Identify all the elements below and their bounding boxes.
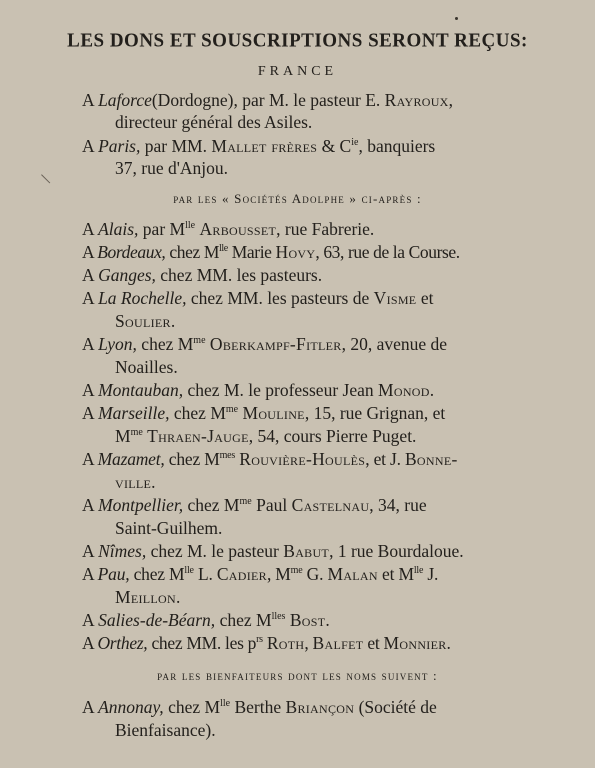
- country-heading: FRANCE: [257, 64, 338, 79]
- pencil-mark: [41, 169, 56, 184]
- section-heading-bienfaiteurs: par les bienfaiteurs dont les noms suivent :: [157, 668, 438, 683]
- section-heading-societes: par les « Sociétés Adolphe » ci-après :: [173, 191, 422, 206]
- entry-line: A Lyon, chez $M^{me}$ Oberkampf-Fitler, 20, avenue de: [82, 334, 448, 354]
- person-name: Hovy: [275, 242, 316, 262]
- entry-continuation: Noailles.: [115, 357, 178, 377]
- entry-continuation: Saint-Guilhem.: [115, 518, 223, 538]
- person-name: Monod: [378, 380, 430, 400]
- city-name: Bordeaux,: [97, 242, 166, 262]
- city-name: Nîmes,: [98, 541, 147, 561]
- entry-continuation: 37, rue d'Anjou.: [115, 158, 228, 178]
- entry-line: A Pau, chez $M^{lle}$ L. Cadier, $M^{me}$ G. Malan et $M^{lle}$ J.: [82, 564, 439, 584]
- person-name: Mallet frères: [211, 136, 318, 156]
- ink-speck: [455, 17, 458, 20]
- entry-line: A Bordeaux, chez $M^{lle}$ Marie Hovy, 63, rue de la Course.: [82, 242, 460, 262]
- entry-continuation: Soulier.: [115, 311, 176, 331]
- city-name: Montauban,: [98, 380, 184, 400]
- city-name: Paris,: [98, 136, 141, 156]
- city-name: Orthez,: [97, 633, 148, 653]
- person-name: Castelnau: [291, 495, 370, 515]
- entry-continuation: Bienfaisance).: [115, 720, 216, 740]
- entry-line: A Ganges, chez MM. les pasteurs.: [82, 265, 323, 285]
- city-name: Laforce: [98, 90, 152, 110]
- city-name: La Rochelle,: [98, 288, 187, 308]
- person-name: Mouline: [242, 403, 305, 423]
- entry-continuation: ville.: [115, 472, 156, 492]
- city-name: Mazamet,: [97, 449, 165, 469]
- city-name: Alais,: [98, 219, 139, 239]
- entry-line: A Marseille, chez $M^{me}$ Mouline, 15, rue Grignan, et: [82, 403, 446, 423]
- city-name: Annonay,: [98, 697, 164, 717]
- person-name: Roth: [266, 633, 305, 653]
- person-name: Oberkampf-Fitler: [209, 334, 342, 354]
- person-name: Bonne-: [404, 449, 458, 469]
- entry-line: A Montauban, chez M. le professeur Jean Monod.: [82, 380, 435, 400]
- entry-continuation: Meillon.: [115, 587, 181, 607]
- city-name: Ganges,: [98, 265, 156, 285]
- entry-line: A La Rochelle, chez MM. les pasteurs de Visme et: [82, 288, 434, 308]
- person-name: Balfet: [312, 633, 364, 653]
- entry-line: A Paris, par MM. Mallet frères & $C^{ie}$, banquiers: [82, 136, 436, 156]
- entry-line: A Alais, par $M^{lle}$ Arbousset, rue Fabrerie.: [82, 219, 375, 239]
- person-name: Monnier: [383, 633, 447, 653]
- entry-continuation: $M^{me}$ Thraen-Jauge, 54, cours Pierre Puget.: [115, 426, 417, 446]
- entry-continuation: directeur général des Asiles.: [115, 112, 313, 132]
- person-name: Bost: [289, 610, 326, 630]
- person-name: Rouvière-Houlès: [239, 449, 366, 469]
- person-name: Thraen-Jauge: [147, 426, 249, 446]
- entry-line: A Mazamet, chez $M^{mes}$ Rouvière-Houlès, et J. Bonne-: [82, 449, 458, 469]
- person-name: Cadier: [216, 564, 267, 584]
- person-name: Visme: [373, 288, 417, 308]
- entry-line: A Nîmes, chez M. le pasteur Babut, 1 rue Bourdaloue.: [82, 541, 464, 561]
- person-name: Babut: [283, 541, 330, 561]
- person-name: Malan: [327, 564, 378, 584]
- person-name: Briançon: [285, 697, 355, 717]
- entry-line: A Laforce(Dordogne), par M. le pasteur E. Rayroux,: [82, 90, 454, 110]
- city-name: Salies-de-Béarn,: [98, 610, 216, 630]
- city-name: Montpellier,: [98, 495, 184, 515]
- entry-line: A Annonay, chez $M^{lle}$ Berthe Briançon (Société de: [82, 697, 437, 717]
- page-title: LES DONS ET SOUSCRIPTIONS SERONT REÇUS:: [67, 29, 528, 52]
- city-name: Lyon,: [98, 334, 137, 354]
- city-name: Marseille,: [98, 403, 170, 423]
- person-name: Rayroux: [384, 90, 449, 110]
- entry-line: A Orthez, chez MM. les $p^{rs}$ Roth, Balfet et Monnier.: [82, 633, 451, 653]
- city-name: Pau,: [97, 564, 130, 584]
- entry-line: A Montpellier, chez $M^{me}$ Paul Castelnau, 34, rue: [82, 495, 427, 515]
- entry-line: A Salies-de-Béarn, chez $M^{lles}$ Bost.: [82, 610, 330, 630]
- person-name: Arbousset: [199, 219, 277, 239]
